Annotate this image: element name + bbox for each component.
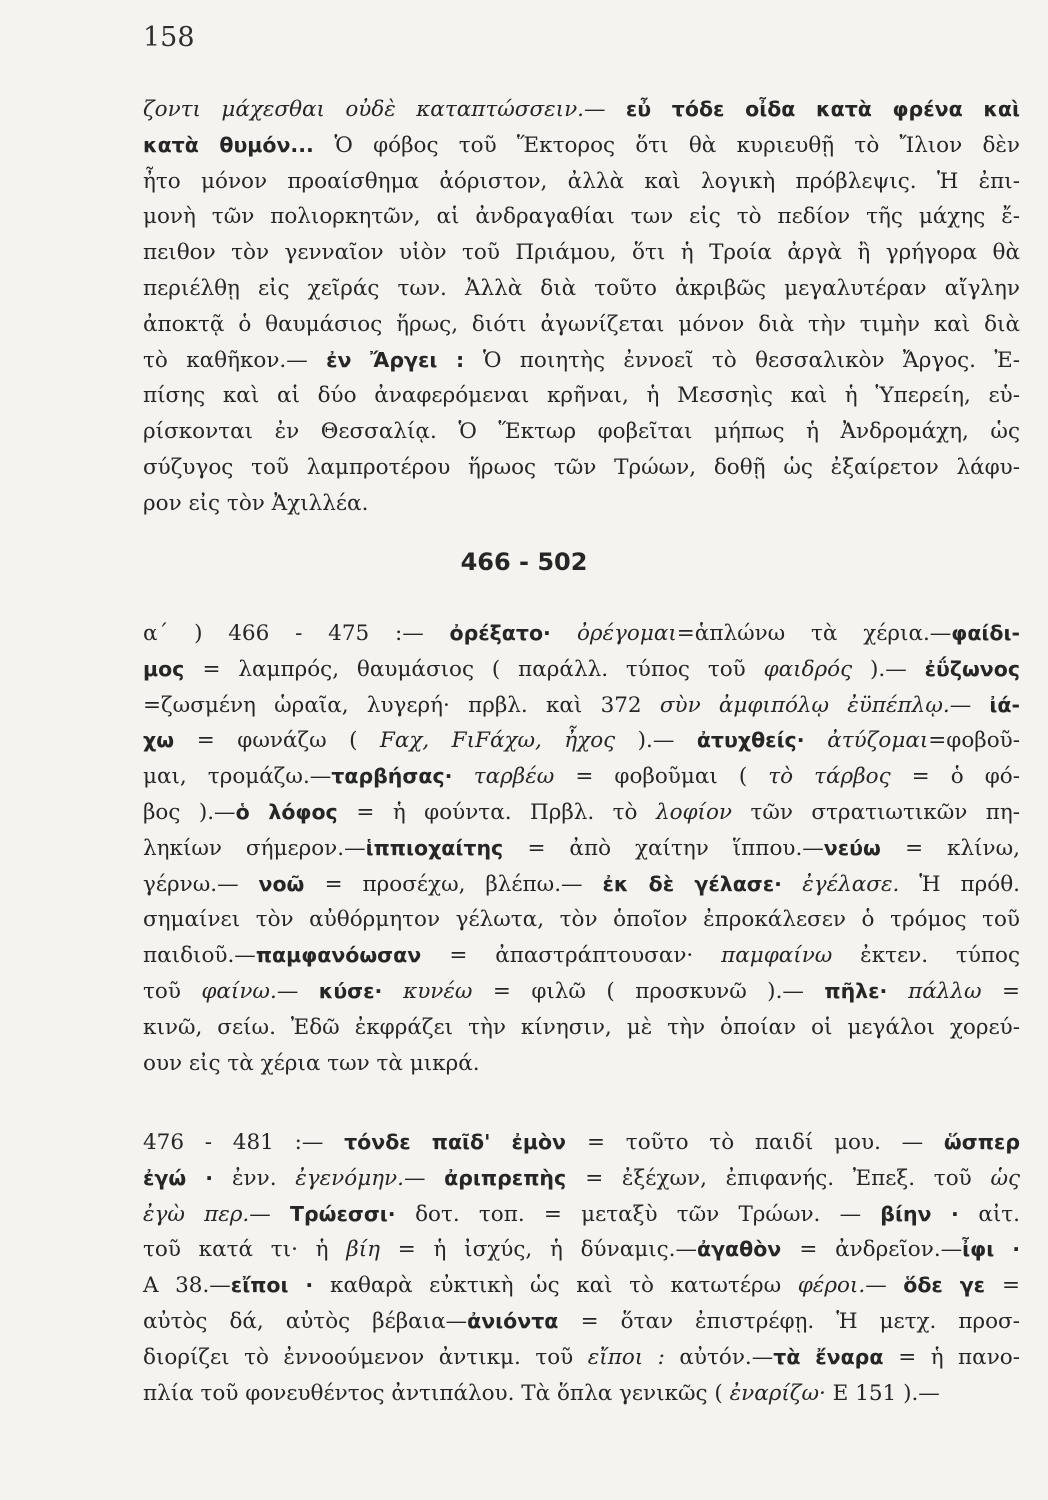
lemma-term: νοῶ — [258, 871, 325, 896]
text-run: = φωνάζω ( — [196, 728, 380, 754]
lemma-term: κύσε· — [318, 978, 404, 1003]
lemma-term: τόνδε παῖδ' ἐμὸν — [344, 1130, 588, 1154]
text-run: = ἀπαστράπτουσαν· — [449, 943, 722, 969]
italic-text: τὸ τάρβος — [768, 764, 912, 790]
text-run: δοτ. τοπ. = μεταξὺ τῶν Τρώων. — — [415, 1201, 881, 1227]
lemma-term: ἐν Ἄργει : — [326, 347, 483, 372]
text-run: καθαρὰ εὐκτικὴ ὡς καὶ τὸ κατωτέρω — [330, 1273, 798, 1299]
italic-text: πάλλω — [908, 978, 1002, 1004]
text-run: =ζωσμένη ὡραῖα, λυγερή· πρβλ. καὶ 372 — [143, 692, 660, 718]
text-line — [143, 1268, 1020, 1304]
text-run: σημαίνει τὸν αὐθόρμητον γέλωτα, τὸν ὁποῖον ἐπροκάλεσεν ὁ τρόμος τοῦ — [143, 907, 1020, 933]
italic-text: ὀρέγομαι — [576, 621, 677, 646]
section-heading: 466 - 502 — [460, 548, 588, 576]
text-run: = ὁ φό- — [911, 764, 1020, 790]
text-run: ἐκτεν. τύπος — [860, 943, 1021, 969]
text-run: γέρνω.— — [143, 871, 259, 897]
text-line — [143, 414, 1020, 450]
text-run: ληκίων σήμερον.— — [143, 835, 366, 861]
lemma-term: ὥσπερ — [943, 1130, 1020, 1154]
text-line — [143, 652, 1020, 688]
text-run: =φοβοῦ- — [928, 728, 1021, 754]
text-line — [143, 1125, 1020, 1161]
text-line — [143, 759, 1020, 795]
text-line — [143, 795, 1020, 831]
text-run: — — [276, 978, 319, 1004]
text-run: σύζυγος τοῦ λαμπροτέρου ἥρωος τῶν Τρώων, δοθῇ ὡς ἐξαίρετον λάφυ- — [143, 454, 1020, 480]
text-line — [143, 450, 1020, 486]
text-run: ἦτο μόνον προαίσθημα ἀόριστον, ἀλλὰ καὶ λογικὴ πρόβλεψις. Ἡ ἐπι- — [143, 168, 1020, 194]
text-run: = φιλῶ ( προσκυνῶ ).— — [492, 978, 825, 1004]
lemma-term: ἀγαθὸν — [697, 1237, 800, 1262]
text-run: = κλίνω, — [905, 835, 1020, 861]
lemma-term: ταρβήσας· — [331, 764, 474, 789]
lemma-term: ἀτυχθείς· — [696, 728, 828, 753]
lemma-term: πῆλε· — [824, 978, 909, 1003]
text-line — [143, 1010, 1020, 1046]
text-line — [143, 1197, 1020, 1233]
italic-text: ἐγὼ περ. — [143, 1201, 250, 1227]
text-line — [143, 128, 1020, 164]
italic-text: παμφαίνω — [721, 943, 861, 969]
text-line — [143, 1232, 1020, 1268]
text-run: = φοβοῦμαι ( — [575, 764, 769, 790]
lemma-term: βίην · — [880, 1201, 979, 1226]
text-run: αἰτ. — [978, 1201, 1020, 1227]
italic-text: ἀτύζομαι — [827, 728, 929, 754]
text-run: = προσέχω, βλέπω.— — [324, 871, 603, 897]
italic-text: φέροι. — [797, 1273, 866, 1299]
lemma-term: τὰ ἔναρα — [773, 1344, 899, 1369]
text-line — [143, 902, 1020, 938]
text-run: μαι, τρομάζω.— — [143, 764, 332, 790]
text-run: ).— — [870, 656, 925, 682]
lemma-term: ἐκ δὲ γέλασε· — [602, 871, 803, 896]
text-run: διορίζει τὸ ἐννοούμενον ἀντικμ. τοῦ — [143, 1344, 588, 1370]
text-run: πλία τοῦ φονευθέντος ἀντιπάλου. Τὰ ὅπλα γενικῶς ( — [143, 1380, 730, 1406]
italic-text: βίη — [346, 1237, 398, 1263]
text-run: ρον εἰς τὸν Ἀχιλλέα. — [143, 490, 369, 516]
lemma-term: ἀνιόντα — [467, 1308, 581, 1333]
italic-text: ζοντι μάχεσθαι οὐδὲ καταπτώσσειν.— — [143, 97, 626, 122]
text-line — [143, 164, 1020, 200]
italic-text: φαιδρός — [763, 656, 871, 682]
lemma-term: κατὰ θυμόν... — [143, 132, 335, 157]
text-run: — — [403, 1165, 445, 1191]
lemma-term: ἶφι · — [962, 1237, 1021, 1262]
text-line — [143, 867, 1020, 903]
text-run: = ὅταν ἐπιστρέφῃ. Ἡ μετχ. προσ- — [580, 1308, 1021, 1334]
text-run: ουν εἰς τὰ χέρια των τὰ μικρά. — [143, 1050, 480, 1076]
italic-text: ἐγέλασε. — [802, 871, 920, 897]
text-run: = ἀπὸ χαίτην ἵππου.— — [527, 835, 824, 861]
text-run: Ὁ φόβος τοῦ Ἕκτορος ὅτι θὰ κυριευθῇ τὸ Ἴλιον δὲν — [334, 132, 1021, 158]
text-line — [143, 199, 1020, 235]
lemma-term: ἰά- — [989, 692, 1020, 717]
page-number: 158 — [143, 22, 195, 53]
text-run: Ἡ πρόθ. — [919, 871, 1020, 897]
lemma-term: μος — [143, 656, 203, 681]
text-run: — — [865, 1273, 904, 1299]
italic-text: ὡς — [990, 1165, 1021, 1191]
text-run: Α 38.— — [143, 1273, 231, 1299]
text-run: = ἡ πανο- — [898, 1344, 1020, 1370]
italic-text: Fαχ, FιFάχω, ἦχος — [379, 728, 638, 754]
text-run: Ὁ ποιητὴς ἐννοεῖ τὸ θεσσαλικὸν Ἄργος. Ἐ- — [482, 347, 1020, 373]
text-run: μονὴ τῶν πολιορκητῶν, αἱ ἀνδραγαθίαι των εἰς τὸ πεδίον τῆς μάχης ἔ- — [143, 204, 1020, 230]
text-run: =ἁπλώνω τὰ χέρια.— — [676, 621, 952, 646]
italic-text: εἴποι : — [587, 1344, 680, 1370]
lemma-term: νεύω — [823, 835, 906, 860]
text-run: ἐνν. — [232, 1165, 296, 1191]
text-run: — — [949, 692, 990, 718]
text-run: = τοῦτο τὸ παιδί μου. — — [587, 1130, 944, 1155]
italic-text: κυνέω — [403, 978, 493, 1004]
text-line — [143, 1304, 1020, 1340]
text-run: = ἡ φούντα. Πρβλ. τὸ — [356, 799, 656, 825]
text-run: αὐτὸς δά, αὐτὸς βέβαια— — [143, 1308, 468, 1334]
text-run: = — [1001, 1273, 1020, 1299]
lemma-term: ἐΰζωνος — [924, 656, 1021, 681]
text-run: περιέλθῃ εἰς χεῖράς των. Ἀλλὰ διὰ τοῦτο ἀκριβῶς μεγαλυτέραν αἴγλην — [143, 275, 1020, 301]
lemma-term: ἀριπρεπὴς — [444, 1165, 586, 1190]
italic-text: ἐγενόμην. — [295, 1165, 404, 1191]
text-run: = ἀνδρεῖον.— — [799, 1237, 963, 1263]
text-run: τοῦ — [143, 978, 202, 1004]
text-line — [143, 92, 1020, 128]
text-line — [143, 723, 1020, 759]
text-line — [143, 1046, 1020, 1082]
lemma-term: ὀρέξατο· — [449, 621, 577, 645]
text-line — [143, 271, 1020, 307]
text-run: ).— — [637, 728, 697, 754]
lemma-term: παμφανόωσαν — [255, 943, 450, 968]
lemma-term: εἴποι · — [230, 1273, 331, 1298]
text-line — [143, 343, 1020, 379]
text-line — [143, 1376, 1020, 1412]
text-run: παιδιοῦ.— — [143, 943, 256, 969]
lemma-term: Τρώεσσι· — [289, 1201, 416, 1226]
text-run: α΄ ) 466 - 475 :— — [143, 621, 450, 646]
italic-text: λοφίον — [655, 799, 751, 825]
text-run: πίσης καὶ αἱ δύο ἀναφερόμεναι κρῆναι, ἡ Μεσσηὶς καὶ ἡ Ὑπερείη, εὑ- — [143, 383, 1020, 409]
text-run: Ε 151 ).— — [832, 1380, 940, 1406]
text-run: ἀποκτᾷ ὁ θαυμάσιος ἥρως, διότι ἀγωνίζεται μόνον διὰ τὴν τιμὴν καὶ διὰ — [143, 311, 1020, 337]
text-run: αὐτόν.— — [679, 1344, 774, 1370]
text-line — [143, 378, 1020, 414]
paragraph-3 — [143, 1125, 1020, 1411]
text-run: βος ).— — [143, 799, 236, 825]
text-line — [143, 688, 1020, 724]
text-line — [143, 235, 1020, 271]
text-run: τοῦ κατά τι· ἡ — [143, 1237, 347, 1263]
lemma-term: εὖ τόδε οἶδα κατὰ φρένα καὶ — [625, 97, 1020, 121]
text-line — [143, 938, 1020, 974]
text-line — [143, 974, 1020, 1010]
text-line — [143, 831, 1020, 867]
text-run: = ἐξέχων, ἐπιφανής. Ἐπεξ. τοῦ — [585, 1165, 991, 1191]
text-run: = ἡ ἰσχύς, ἡ δύναμις.— — [397, 1237, 697, 1263]
paragraph-2 — [143, 616, 1020, 1081]
text-line — [143, 1340, 1020, 1376]
text-line — [143, 486, 1020, 522]
lemma-term: χω — [143, 728, 197, 753]
text-line — [143, 616, 1020, 652]
lemma-term: ὁ λόφος — [235, 799, 357, 824]
text-run: τὸ καθῆκον.— — [143, 347, 327, 373]
text-run: — — [249, 1201, 290, 1227]
text-run: κινῶ, σείω. Ἐδῶ ἐκφράζει τὴν κίνησιν, μὲ τὴν ὁποίαν οἱ μεγάλοι χορεύ- — [143, 1014, 1020, 1040]
text-run: 476 - 481 :— — [143, 1130, 345, 1155]
text-run: = λαμπρός, θαυμάσιος ( παράλλ. τύπος τοῦ — [202, 656, 764, 682]
lemma-term: φαίδι- — [951, 621, 1020, 645]
text-line — [143, 1161, 1020, 1197]
lemma-term: ἐγώ · — [143, 1165, 233, 1190]
italic-text: ταρβέω — [473, 764, 576, 790]
text-run: πειθον τὸν γενναῖον υἱὸν τοῦ Πριάμου, ὅτι ἡ Τροία ἀργὰ ἢ γρήγορα θὰ — [143, 240, 1020, 266]
paragraph-1 — [143, 92, 1020, 522]
italic-text: φαίνω. — [201, 978, 277, 1004]
italic-text: σὺν ἀμφιπόλῳ ἐϋπέπλῳ. — [659, 692, 950, 718]
text-run: = — [1001, 978, 1020, 1004]
text-run: ρίσκονται ἐν Θεσσαλίᾳ. Ὁ Ἕκτωρ φοβεῖται μήπως ἡ Ἀνδρομάχη, ὡς — [143, 419, 1020, 445]
italic-text: ἐναρίζω· — [729, 1380, 833, 1406]
lemma-term: ὅδε γε — [903, 1273, 1002, 1298]
text-run: τῶν στρατιωτικῶν πη- — [750, 799, 1021, 825]
lemma-term: ἱππιοχαίτης — [365, 835, 528, 860]
text-line — [143, 307, 1020, 343]
